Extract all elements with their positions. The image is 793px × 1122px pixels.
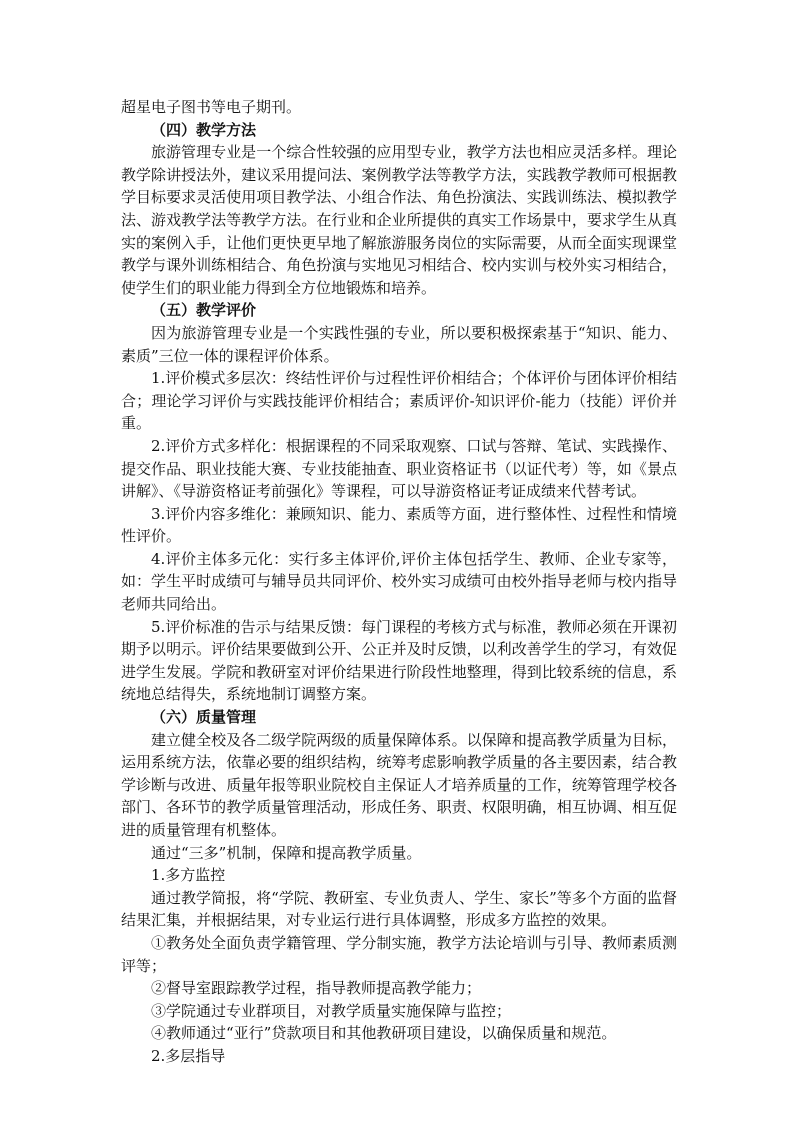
paragraph-evaluation-3: 3.评价内容多维化：兼顾知识、能力、素质等方面，进行整体性、过程性和情境性评价。 [121, 504, 677, 546]
list-item-supervision: ②督导室跟踪教学过程，指导教师提高教学能力； [151, 979, 482, 998]
subheading-multi-guidance: 2.多层指导 [151, 1046, 226, 1065]
list-item-teachers: ④教师通过“亚行”贷款项目和其他教研项目建设，以确保质量和规范。 [151, 1024, 617, 1043]
subheading-multi-monitoring: 1.多方监控 [151, 866, 226, 885]
paragraph-three-mechanisms: 通过“三多”机制，保障和提高教学质量。 [151, 843, 422, 862]
paragraph-ebook: 超星电子图书等电子期刊。 [121, 98, 302, 116]
paragraph-evaluation-4: 4.评价主体多元化：实行多主体评价,评价主体包括学生、教师、企业专家等，如：学生平时成绩可与辅导员共同评价、校外实习成绩可由校外指导老师与校内指导老师共同给出。 [121, 549, 677, 614]
paragraph-quality-system: 建立健全校及各二级学院两级的质量保障体系。以保障和提高教学质量为目标，运用系统方法，依靠必要的组织结构，统筹考虑影响教学质量的各主要因素，结合教学诊断与改进、质量年报等职业院校自主保证人才培养质量的工作，统筹管理学校各部门、各环节的教学质量管理活动，形成任务、职责、权限明确，相互协调、相互促进的质量管理有机整体。 [121, 730, 677, 839]
paragraph-evaluation-intro: 因为旅游管理专业是一个实践性强的专业，所以要积极探索基于“知识、能力、素质”三位一体的课程评价体系。 [121, 323, 677, 365]
document-page [121, 96, 677, 1068]
heading-teaching-evaluation: （五）教学评价 [151, 301, 257, 320]
paragraph-evaluation-5: 5.评价标准的告示与结果反馈：每门课程的考核方式与标准，教师必须在开课初期予以明示。评价结果要做到公开、公正并及时反馈，以利改善学生的学习，有效促进学生发展。学院和教研室对评价结果进行阶段性地整理，得到比较系统的信息，系统地总结得失，系统地制订调整方案。 [121, 617, 677, 704]
paragraph-evaluation-2: 2.评价方式多样化：根据课程的不同采取观察、口试与答辩、笔试、实践操作、提交作品、职业技能大赛、专业技能抽查、职业资格证书（以证代考）等，如《景点讲解》、《导游资格证考前强化》等课程，可以导游资格证考证成绩来代替考试。 [121, 436, 677, 501]
paragraph-teaching-methods: 旅游管理专业是一个综合性较强的应用型专业，教学方法也相应灵活多样。理论教学除讲授法外，建议采用提问法、案例教学法等教学方法，实践教学教师可根据教学目标要求灵活使用项目教学法、小组合作法、角色扮演法、实践训练法、模拟教学法、游戏教学法等教学方法。在行业和企业所提供的真实工作场景中，要求学生从真实的案例入手，让他们更快更早地了解旅游服务岗位的实际需要，从而全面实现课堂教学与课外训练相结合、角色扮演与实地见习相结合、校内实训与校外实习相结合，使学生们的职业能力得到全方位地锻炼和培养。 [121, 143, 677, 297]
heading-quality-management: （六）质量管理 [151, 708, 257, 727]
heading-teaching-methods: （四）教学方法 [151, 120, 257, 139]
paragraph-multi-monitoring: 通过教学简报，将“学院、教研室、专业负责人、学生、家长”等多个方面的监督结果汇集，并根据结果，对专业运行进行具体调整，形成多方监控的效果。 [121, 888, 677, 930]
list-item-college: ③学院通过专业群项目，对教学质量实施保障与监控； [151, 1001, 512, 1020]
list-item-academic-affairs: ①教务处全面负责学籍管理、学分制实施，教学方法论培训与引导、教师素质测评等； [121, 933, 677, 975]
paragraph-evaluation-1: 1.评价模式多层次：终结性评价与过程性评价相结合；个体评价与团体评价相结合；理论学习评价与实践技能评价相结合；素质评价-知识评价-能力（技能）评价并重。 [121, 369, 677, 433]
